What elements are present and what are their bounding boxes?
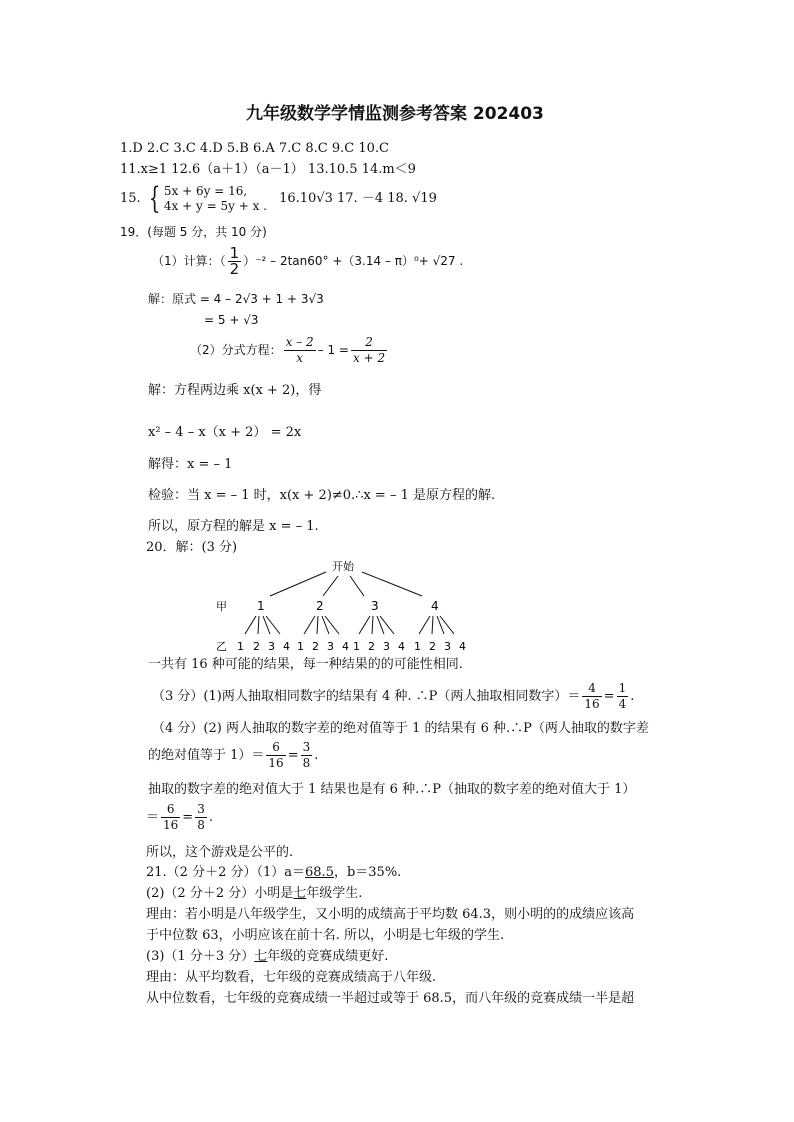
tree-level2-node: 3 [383, 640, 390, 653]
q19-1-label: （1）计算：（ [152, 254, 226, 268]
frac-numerator: 1 [229, 244, 240, 262]
q21-line-3: 理由：若小明是八年级学生，又小明的成绩高于平均数 64.3，则小明的的成绩应该高 [146, 907, 635, 922]
q20-s2-fraction-1: $\frac{4}{16}$ [584, 681, 600, 711]
q21-line-7: 从中位数看，七年级的竞赛成绩一半超过或等于 68.5，而八年级的竞赛成绩一半是超 [146, 991, 635, 1006]
tree-branch [362, 572, 422, 596]
tree-branch [350, 576, 364, 596]
q15-16-18-line [120, 180, 437, 216]
frac-denominator: x [296, 351, 304, 365]
q15-eq1: 5x + 6y = 16, [163, 183, 248, 198]
tree-level1-node: 3 [371, 599, 379, 613]
q19-2-fraction-1 [284, 335, 316, 366]
q19-2-step-2: x² – 4 – x（x + 2） = 2x [148, 425, 302, 440]
tree-level2-node: 4 [342, 640, 349, 653]
q20-s6-text: ＝ [146, 810, 160, 825]
frac-denominator: 2 [229, 260, 240, 278]
tree-level2-node: 1 [237, 640, 244, 653]
tree-level2-node: 4 [283, 640, 290, 653]
q16-18-answers: 16.10√3 17. －4 18. √19 [279, 191, 437, 206]
q20-s2-fraction-2: $\frac{1}{4}$ [618, 681, 627, 711]
q21-grade-answer: 七 [293, 886, 307, 901]
tree-level2-node: 2 [429, 640, 436, 653]
q19-1-solution-1: 解：原式 = 4 – 2√3 + 1 + 3√3 [148, 292, 324, 306]
tree-level2-nodes [237, 640, 466, 653]
q20-s6-fraction-2: $\frac{3}{8}$ [197, 802, 205, 832]
tree-level2-node: 1 [297, 640, 304, 653]
q19-1-solution-2: = 5 + √3 [204, 313, 259, 327]
q20-s2-text: （3 分）(1)两人抽取相同数字的结果有 4 种. ∴P（两人抽取相同数字）＝ [152, 689, 581, 704]
q21-better-grade: 七 [254, 949, 268, 964]
q21-line-1: 21.（2 分＋2 分）（1）a＝68.5，b＝35%. [146, 865, 402, 880]
tree-level1-node: 1 [257, 599, 265, 613]
tree-level1-node: 2 [316, 599, 324, 613]
q19-2-label: （2）分式方程： [190, 343, 282, 357]
system-brace: { [148, 180, 161, 216]
q21-line-4: 于中位数 63，小明应该在前十名. 所以，小明是七年级的学生. [146, 928, 505, 943]
tree-level2-node: 3 [268, 640, 275, 653]
tree-level2-node: 3 [327, 640, 334, 653]
q20-s4-fraction-2: $\frac{3}{8}$ [302, 740, 311, 770]
q20-statement-2: （3 分）(1)两人抽取相同数字的结果有 4 种. ∴P（两人抽取相同数字）＝ $\frac{4}{16}$ = $\frac{1}{4}$ . [152, 681, 635, 711]
q20-statement-3: （4 分）(2) 两人抽取的数字差的绝对值等于 1 的结果有 6 种.∴P（两人抽取的数字差 [152, 721, 649, 736]
q19-2-step-3: 解得：x = – 1 [148, 457, 233, 472]
q19-1-fraction [228, 246, 242, 277]
q19-2-step-1: 解：方程两边乘 x(x + 2)，得 [148, 383, 322, 398]
q19-2-step-4: 检验：当 x = – 1 时，x(x + 2)≠0.∴x = – 1 是原方程的解. [148, 488, 496, 503]
q19-2-middle: – 1 = [317, 343, 349, 357]
answers-line-2: 11.x≥1 12.6（a＋1）（a－1） 13.10.5 14.m＜9 [120, 162, 416, 177]
q15-label: 15. [120, 191, 141, 206]
q19-2-fraction-2 [351, 335, 387, 366]
tree-level2-node: 1 [353, 640, 360, 653]
q21-line-2: (2)（2 分＋2 分）小明是七年级学生. [146, 886, 363, 901]
tree-level1-node: 4 [431, 599, 439, 613]
q20-statement-7: 所以，这个游戏是公平的. [146, 845, 294, 860]
q20-s4-fraction-1: $\frac{6}{16}$ [268, 740, 284, 770]
tree-level2-node: 2 [368, 640, 375, 653]
probability-tree-diagram [200, 556, 490, 656]
q20-s6-fraction-1: $\frac{6}{16}$ [163, 802, 179, 832]
q20-statement-4: 的绝对值等于 1）＝ $\frac{6}{16}$ = $\frac{3}{8}$ . [148, 740, 319, 770]
tree-level2-node: 4 [398, 640, 405, 653]
q19-1-expression: ）⁻² – 2tan60° +（3.14 – π）⁰+ √27 . [243, 254, 464, 268]
q20-statement-5: 抽取的数字差的绝对值大于 1 结果也是有 6 种.∴P（抽取的数字差的绝对值大于 1） [148, 782, 636, 797]
q15-eq2: 4x + y = 5y + x . [163, 198, 267, 213]
q19-header: 19．(每题 5 分，共 10 分) [120, 225, 267, 239]
q20-statement-6: ＝ $\frac{6}{16}$ = $\frac{3}{8}$ . [146, 802, 213, 832]
tree-branch [323, 576, 338, 596]
q19-2-step-5: 所以，原方程的解是 x = – 1. [148, 519, 319, 534]
q19-2-problem [190, 332, 389, 368]
frac-denominator: x + 2 [353, 351, 386, 365]
q20-s4-text: 的绝对值等于 1）＝ [148, 748, 265, 763]
tree-level2-node: 3 [444, 640, 451, 653]
tree-level2-node: 1 [414, 640, 421, 653]
q21-line-5: (3)（1 分＋3 分）七年级的竞赛成绩更好. [146, 949, 389, 964]
tree-level2-node: 4 [459, 640, 466, 653]
tree-level2-node: 2 [253, 640, 260, 653]
tree-level2-branches [245, 616, 454, 634]
q20-statement-1: 一共有 16 种可能的结果，每一种结果的的可能性相同. [148, 657, 463, 672]
tree-row-label-yi: 乙 [216, 640, 227, 653]
tree-level2-node: 2 [312, 640, 319, 653]
q21-line-6: 理由：从平均数看，七年级的竞赛成绩高于八年级. [146, 970, 437, 985]
tree-branch [270, 572, 326, 596]
q21-a-value: 68.5 [305, 865, 334, 880]
answers-line-1: 1.D 2.C 3.C 4.D 5.B 6.A 7.C 8.C 9.C 10.C [120, 141, 389, 156]
tree-row-label-jia: 甲 [216, 600, 227, 613]
q20-header: 20．解：(3 分) [146, 540, 238, 555]
q19-1-problem [152, 244, 463, 278]
page-title: 九年级数学学情监测参考答案 202403 [246, 104, 544, 124]
q15-system [164, 184, 267, 214]
tree-root-label: 开始 [332, 560, 354, 573]
frac-numerator: 2 [351, 335, 387, 351]
frac-numerator: x – 2 [285, 335, 314, 349]
